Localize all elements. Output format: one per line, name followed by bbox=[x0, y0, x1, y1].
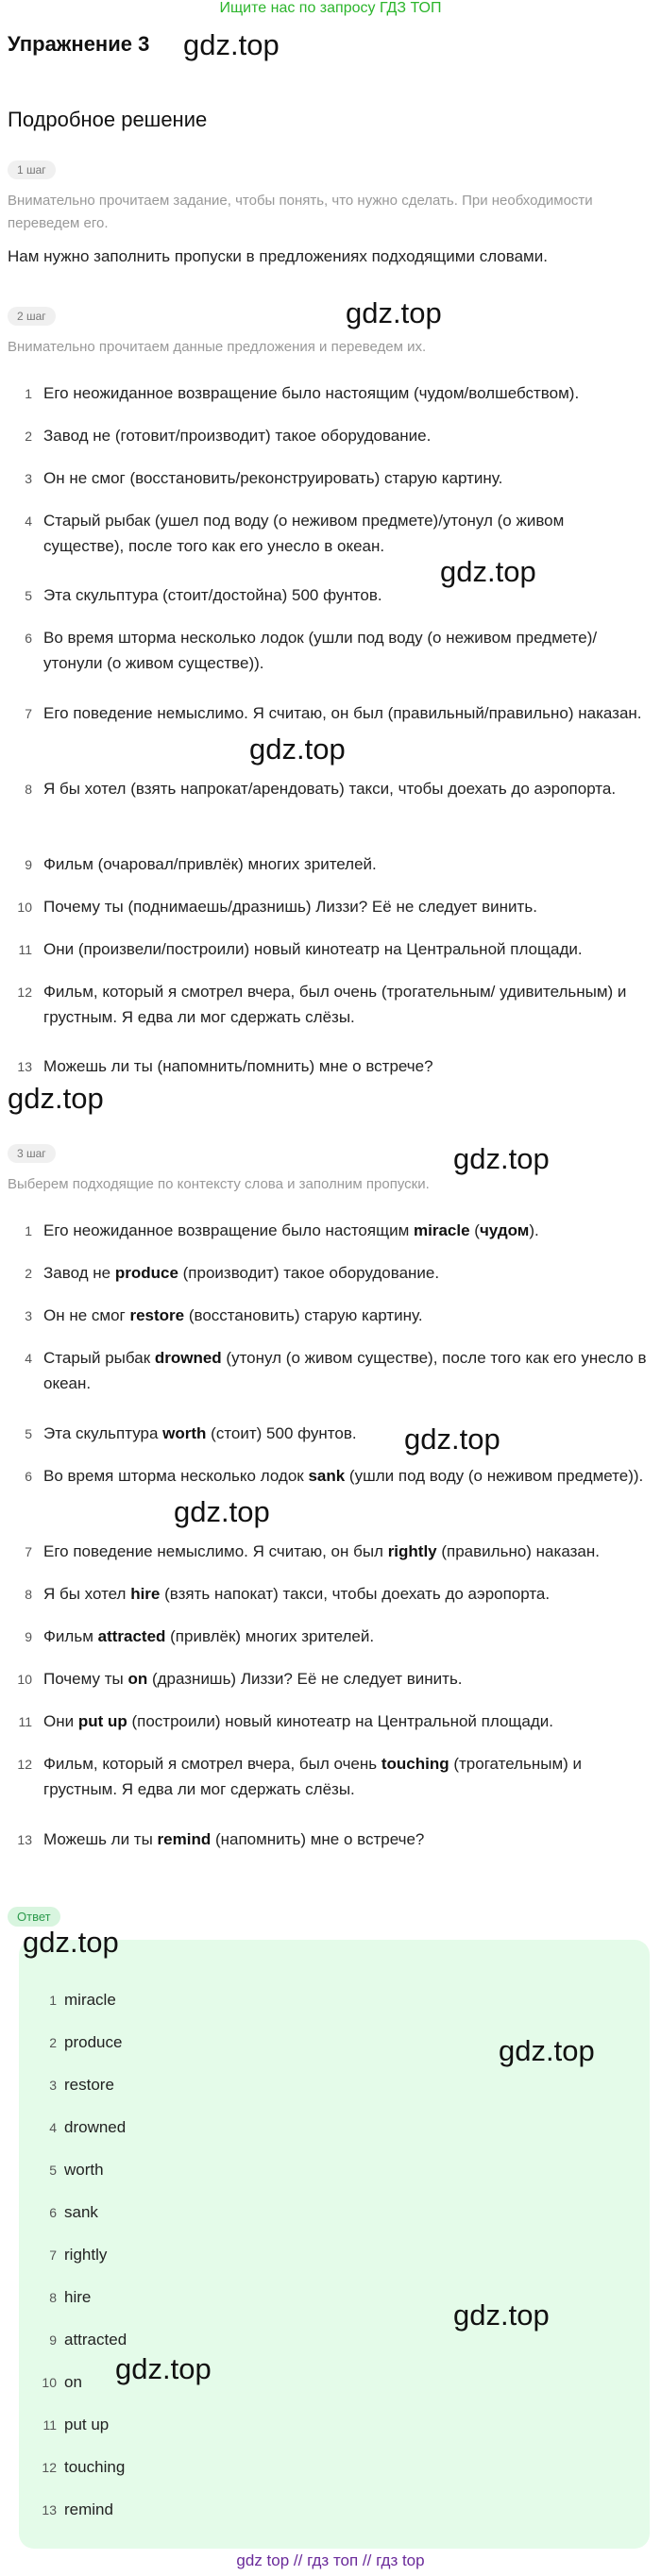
item-number: 10 bbox=[42, 2375, 57, 2390]
item-text: Я бы хотел (взять напрокат/арендовать) такси, чтобы доехать до аэропорта. bbox=[43, 780, 617, 798]
item-text: Можешь ли ты (напомнить/помнить) мне о встрече? bbox=[43, 1057, 433, 1075]
step-text: Нам нужно заполнить пропуски в предложениях подходящими словами. bbox=[8, 247, 548, 265]
item-number: 6 bbox=[49, 2205, 57, 2220]
sentence-fragment: (построили) новый кинотеатр на Центральной площади. bbox=[127, 1712, 553, 1730]
sentence-fragment: Фильм bbox=[43, 1627, 98, 1645]
sentence-fragment: Завод не bbox=[43, 1264, 115, 1282]
item-number: 12 bbox=[17, 985, 32, 1000]
watermark: gdz.top bbox=[346, 296, 442, 329]
item-text: Во время шторма несколько лодок (ушли под воду (о неживом предмете)/ утонули (о живом существе)). bbox=[43, 629, 598, 672]
answer-word: sank bbox=[308, 1467, 346, 1485]
sentence-fragment: (восстановить) старую картину. bbox=[184, 1306, 423, 1324]
item-number: 8 bbox=[25, 782, 32, 797]
item-number: 10 bbox=[17, 900, 32, 915]
answer-word: miracle bbox=[414, 1221, 470, 1239]
watermark: gdz.top bbox=[453, 1142, 550, 1175]
answer-word: attracted bbox=[97, 1627, 166, 1645]
item-text bbox=[43, 1218, 648, 1243]
answer-text: sank bbox=[64, 2203, 98, 2221]
search-banner: Ищите нас по запросу ГДЗ ТОП bbox=[219, 0, 442, 16]
answer-text: remind bbox=[64, 2500, 113, 2518]
watermark: gdz.top bbox=[183, 28, 280, 61]
answer-word: restore bbox=[129, 1306, 185, 1324]
item-number: 6 bbox=[25, 631, 32, 646]
answer-text: hire bbox=[64, 2288, 92, 2306]
sentence-fragment: (утонул (о живом существе), после того как его унесло в океан. bbox=[43, 1349, 647, 1392]
watermark: gdz.top bbox=[249, 732, 346, 766]
item-number: 13 bbox=[42, 2502, 57, 2517]
sentence-fragment: ). bbox=[529, 1221, 539, 1239]
sentence-fragment: Они bbox=[43, 1712, 78, 1730]
item-text bbox=[43, 1260, 648, 1286]
sentence-fragment: (дразнишь) Лиззи? Её не следует винить. bbox=[147, 1670, 463, 1688]
item-number: 7 bbox=[25, 706, 32, 721]
watermark: gdz.top bbox=[174, 1495, 270, 1528]
step-badge: 2 шаг bbox=[8, 307, 56, 326]
item-number: 9 bbox=[25, 1629, 32, 1644]
answer-text: worth bbox=[64, 2161, 104, 2179]
item-number: 4 bbox=[25, 514, 32, 529]
step-badge: 3 шаг bbox=[8, 1144, 56, 1163]
sentence-fragment: Эта скульптура bbox=[43, 1424, 163, 1442]
item-number: 1 bbox=[25, 1223, 32, 1238]
watermark: gdz.top bbox=[115, 2352, 212, 2385]
answer-word: drowned bbox=[154, 1349, 222, 1367]
sentence-fragment: Почему ты bbox=[43, 1670, 128, 1688]
step-note: Внимательно прочитаем задание, чтобы понять, что нужно сделать. При необходимости переведем его. bbox=[8, 193, 593, 231]
item-number: 9 bbox=[25, 857, 32, 872]
item-number: 13 bbox=[17, 1059, 32, 1074]
item-number: 13 bbox=[17, 1832, 32, 1847]
sentence-fragment: Старый рыбак bbox=[43, 1349, 155, 1367]
sentence-fragment: Фильм, который я смотрел вчера, был очень bbox=[43, 1755, 381, 1773]
item-number: 3 bbox=[49, 2078, 57, 2093]
watermark: gdz.top bbox=[8, 1082, 104, 1115]
item-number: 1 bbox=[49, 1993, 57, 2008]
answer-word: touching bbox=[381, 1755, 449, 1773]
sentence-fragment: Его поведение немыслимо. Я считаю, он был bbox=[43, 1542, 388, 1560]
step-badge: 1 шаг bbox=[8, 160, 56, 179]
item-number: 8 bbox=[49, 2290, 57, 2305]
sentence-fragment: Можешь ли ты bbox=[43, 1830, 158, 1848]
item-text: Его поведение немыслимо. Я считаю, он был (правильный/правильно) наказан. bbox=[43, 704, 642, 722]
item-text: Фильм (очаровал/привлёк) многих зрителей. bbox=[43, 855, 377, 873]
item-number: 2 bbox=[25, 1266, 32, 1281]
answer-badge: Ответ bbox=[8, 1907, 60, 1927]
item-text bbox=[43, 1463, 648, 1489]
item-text bbox=[43, 1303, 648, 1328]
item-text bbox=[43, 1709, 648, 1734]
answer-word: on bbox=[127, 1670, 148, 1688]
sentence-fragment: (ушли под воду (о неживом предмете)). bbox=[345, 1467, 644, 1485]
item-text: Его неожиданное возвращение было настоящим (чудом/волшебством). bbox=[43, 384, 580, 402]
watermark: gdz.top bbox=[23, 1926, 119, 1959]
item-text bbox=[43, 1666, 648, 1692]
sentence-fragment: (взять напокат) такси, чтобы доехать до аэропорта. bbox=[160, 1585, 551, 1603]
item-number: 9 bbox=[49, 2332, 57, 2348]
sentence-fragment: (трогательным) и грустным. Я едва ли мог сдержать слёзы. bbox=[43, 1755, 583, 1798]
item-text: Почему ты (поднимаешь/дразнишь) Лиззи? Её не следует винить. bbox=[43, 898, 537, 916]
answer-word: put up bbox=[77, 1712, 127, 1730]
page-title: Упражнение 3 bbox=[8, 32, 150, 56]
item-number: 4 bbox=[49, 2120, 57, 2135]
sentence-fragment: (стоит) 500 фунтов. bbox=[206, 1424, 357, 1442]
answer-text: touching bbox=[64, 2458, 126, 2476]
answer-text: attracted bbox=[64, 2331, 127, 2349]
item-number: 11 bbox=[42, 2417, 57, 2433]
item-text: Он не смог (восстановить/реконструировать) старую картину. bbox=[43, 469, 503, 487]
item-text bbox=[43, 1539, 648, 1564]
sentence-fragment: (привлёк) многих зрителей. bbox=[165, 1627, 375, 1645]
watermark: gdz.top bbox=[440, 555, 536, 588]
watermark: gdz.top bbox=[404, 1423, 500, 1456]
item-number: 5 bbox=[49, 2163, 57, 2178]
item-number: 8 bbox=[25, 1587, 32, 1602]
item-number: 4 bbox=[25, 1351, 32, 1366]
answer-text: miracle bbox=[64, 1991, 116, 2009]
watermark: gdz.top bbox=[499, 2034, 595, 2067]
answer-text: on bbox=[64, 2373, 82, 2391]
answer-word: worth bbox=[162, 1424, 207, 1442]
sentence-fragment: ( bbox=[469, 1221, 480, 1239]
item-number: 11 bbox=[18, 942, 32, 957]
item-text bbox=[43, 1751, 648, 1802]
item-text bbox=[43, 1581, 648, 1607]
item-text bbox=[43, 1827, 648, 1852]
sentence-fragment: (правильно) наказан. bbox=[436, 1542, 600, 1560]
item-number: 12 bbox=[17, 1757, 32, 1772]
answer-word: produce bbox=[114, 1264, 178, 1282]
answer-text: restore bbox=[64, 2076, 114, 2094]
item-number: 3 bbox=[25, 1308, 32, 1323]
sentence-fragment: Его неожиданное возвращение было настоящим bbox=[43, 1221, 414, 1239]
item-number: 7 bbox=[49, 2248, 57, 2263]
answer-word: hire bbox=[130, 1585, 161, 1603]
answer-word: чудом bbox=[479, 1221, 530, 1239]
item-number: 2 bbox=[49, 2035, 57, 2050]
item-number: 5 bbox=[25, 1426, 32, 1441]
item-number: 10 bbox=[17, 1672, 32, 1687]
item-text: Старый рыбак (ушел под воду (о неживом предмете)/утонул (о живом существе), после того как его унесло в океан. bbox=[43, 512, 565, 555]
item-number: 3 bbox=[25, 471, 32, 486]
sentence-fragment: Он не смог bbox=[43, 1306, 130, 1324]
watermark: gdz.top bbox=[453, 2298, 550, 2332]
answer-text: rightly bbox=[64, 2246, 108, 2264]
item-text: Фильм, который я смотрел вчера, был очень (трогательным/ удивительным) и грустным. Я едва ли мог сдержать слёзы. bbox=[43, 983, 627, 1026]
footer-links[interactable]: gdz top // гдз топ // гдз top bbox=[236, 2551, 425, 2569]
item-number: 5 bbox=[25, 588, 32, 603]
step-note: Выберем подходящие по контексту слова и заполним пропуски. bbox=[8, 1176, 430, 1192]
item-text bbox=[43, 1421, 648, 1446]
item-text bbox=[43, 1345, 648, 1396]
item-text bbox=[43, 1624, 648, 1649]
item-number: 7 bbox=[25, 1544, 32, 1559]
answer-text: put up bbox=[64, 2416, 110, 2433]
item-number: 1 bbox=[25, 386, 32, 401]
answer-text: drowned bbox=[64, 2118, 127, 2136]
item-number: 12 bbox=[42, 2460, 57, 2475]
answer-word: remind bbox=[157, 1830, 212, 1848]
item-text: Они (произвели/построили) новый кинотеатр на Центральной площади. bbox=[43, 940, 583, 958]
solution-heading: Подробное решение bbox=[8, 108, 208, 131]
sentence-fragment: (напомнить) мне о встрече? bbox=[211, 1830, 425, 1848]
item-text: Завод не (готовит/производит) такое оборудование. bbox=[43, 427, 432, 445]
sentence-fragment: Во время шторма несколько лодок bbox=[43, 1467, 309, 1485]
item-number: 2 bbox=[25, 429, 32, 444]
sentence-fragment: (производит) такое оборудование. bbox=[178, 1264, 440, 1282]
item-number: 6 bbox=[25, 1469, 32, 1484]
sentence-fragment: Я бы хотел bbox=[43, 1585, 131, 1603]
step-note: Внимательно прочитаем данные предложения и переведем их. bbox=[8, 339, 427, 355]
item-number: 11 bbox=[18, 1714, 32, 1729]
answer-word: rightly bbox=[387, 1542, 437, 1560]
answer-text: produce bbox=[64, 2033, 123, 2051]
item-text: Эта скульптура (стоит/достойна) 500 фунтов. bbox=[43, 586, 382, 604]
